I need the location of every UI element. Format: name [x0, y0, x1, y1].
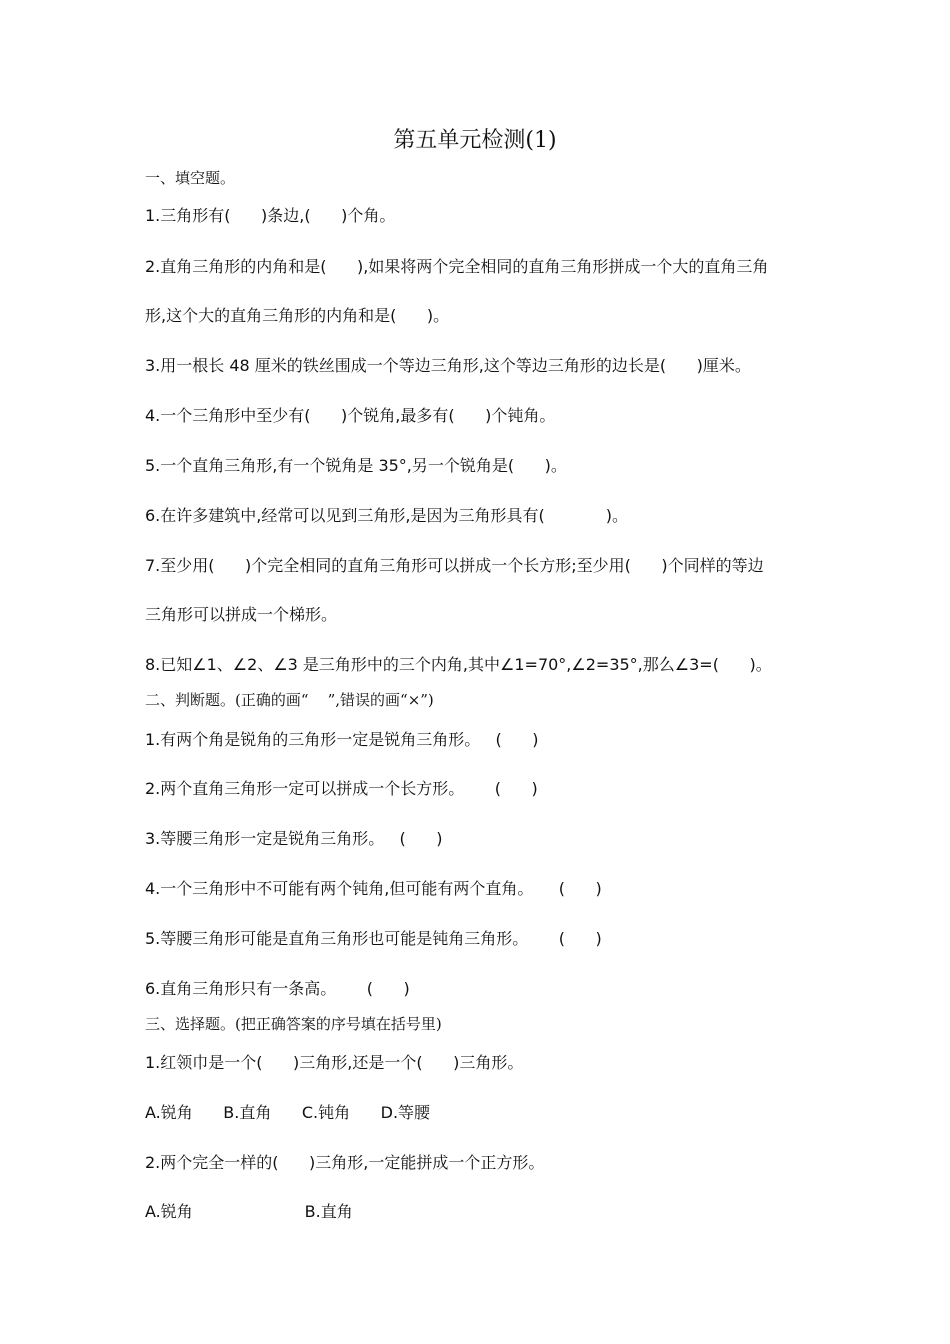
question-line: 6.直角三角形只有一条高。 ( ): [145, 979, 410, 998]
question-line: 8.已知∠1、∠2、∠3 是三角形中的三个内角,其中∠1=70°,∠2=35°,那么∠3=( )。: [145, 655, 772, 674]
question-line: 5.一个直角三角形,有一个锐角是 35°,另一个锐角是( )。: [145, 456, 567, 475]
question-line: 2.两个完全一样的( )三角形,一定能拼成一个正方形。: [145, 1153, 545, 1172]
section-heading-multiple-choice: 三、选择题。(把正确答案的序号填在括号里): [145, 1015, 442, 1033]
question-line: 4.一个三角形中不可能有两个钝角,但可能有两个直角。 ( ): [145, 879, 602, 898]
question-line: 2.两个直角三角形一定可以拼成一个长方形。 ( ): [145, 779, 538, 798]
question-line: 1.有两个角是锐角的三角形一定是锐角三角形。 ( ): [145, 730, 539, 749]
question-line: 1.红领巾是一个( )三角形,还是一个( )三角形。: [145, 1053, 524, 1072]
question-line: 三角形可以拼成一个梯形。: [145, 605, 338, 624]
question-line: 2.直角三角形的内角和是( ),如果将两个完全相同的直角三角形拼成一个大的直角三角: [145, 257, 769, 276]
section-heading-true-false: 二、判断题。(正确的画“ ”,错误的画“×”): [145, 691, 434, 709]
question-line: 4.一个三角形中至少有( )个锐角,最多有( )个钝角。: [145, 406, 556, 425]
answer-options: A.锐角 B.直角: [145, 1202, 353, 1221]
question-line: 1.三角形有( )条边,( )个角。: [145, 206, 396, 225]
section-heading-fill-in: 一、填空题。: [145, 169, 236, 187]
question-line: 形,这个大的直角三角形的内角和是( )。: [145, 306, 450, 325]
question-line: 6.在许多建筑中,经常可以见到三角形,是因为三角形具有( )。: [145, 506, 628, 525]
question-line: 3.等腰三角形一定是锐角三角形。 ( ): [145, 829, 443, 848]
question-line: 5.等腰三角形可能是直角三角形也可能是钝角三角形。 ( ): [145, 929, 602, 948]
question-line: 3.用一根长 48 厘米的铁丝围成一个等边三角形,这个等边三角形的边长是( )厘米。: [145, 356, 751, 375]
page-title: 第五单元检测(1): [393, 128, 557, 153]
question-line: 7.至少用( )个完全相同的直角三角形可以拼成一个长方形;至少用( )个同样的等边: [145, 556, 764, 575]
answer-options: A.锐角 B.直角 C.钝角 D.等腰: [145, 1103, 431, 1122]
